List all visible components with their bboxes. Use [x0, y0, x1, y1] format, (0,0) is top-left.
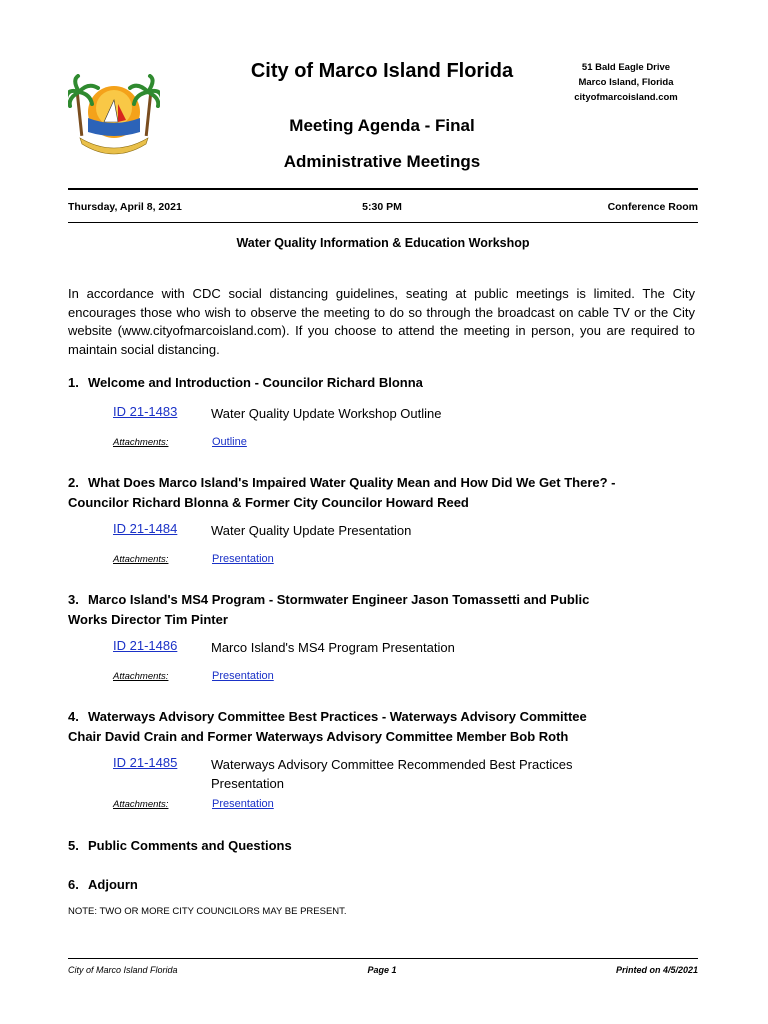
workshop-title: Water Quality Information & Education Workshop	[236, 236, 530, 250]
attachment-link[interactable]: Outline	[212, 436, 247, 448]
meeting-room: Conference Room	[607, 201, 698, 213]
attachment-link[interactable]: Presentation	[212, 798, 274, 810]
section-title: Public Comments and Questions	[88, 838, 292, 853]
file-id-link[interactable]: ID 21-1486	[113, 638, 178, 653]
address-street: 51 Bald Eagle Drive	[581, 62, 671, 73]
section-number: 4.	[68, 709, 79, 724]
attachment-link[interactable]: Presentation	[212, 553, 274, 565]
attachment-link[interactable]: Presentation	[212, 670, 274, 682]
header-divider	[68, 188, 698, 190]
section-title-line2: Councilor Richard Blonna & Former City Councilor Howard Reed	[68, 494, 469, 510]
agenda-subtitle: Administrative Meetings	[283, 152, 481, 171]
footer-city: City of Marco Island Florida	[68, 965, 178, 975]
councilor-note: NOTE: TWO OR MORE CITY COUNCILORS MAY BE PRESENT.	[68, 906, 347, 917]
section-title-line1: What Does Marco Island's Impaired Water Quality Mean and How Did We Get There? -	[88, 475, 616, 490]
section-number: 3.	[68, 592, 79, 607]
section-title: Adjourn	[88, 877, 138, 892]
section-title-line1: Marco Island's MS4 Program - Stormwater Engineer Jason Tomassetti and Public	[88, 592, 590, 607]
city-title: City of Marco Island Florida	[250, 60, 514, 82]
city-address	[560, 60, 692, 105]
section-number: 6.	[68, 877, 79, 892]
file-title-line2: Presentation	[211, 776, 284, 791]
agenda-section-4	[68, 707, 698, 746]
city-seal-palm-trees-icon	[68, 74, 160, 156]
section-title-line1: Waterways Advisory Committee Best Practices - Waterways Advisory Committee	[88, 709, 587, 724]
agenda-section-1	[68, 373, 698, 393]
section-title-line2: Chair David Crain and Former Waterways Advisory Committee Member Bob Roth	[68, 728, 569, 744]
attachments-label: Attachments:	[113, 799, 169, 810]
agenda-section-6	[68, 875, 698, 895]
intro-paragraph: In accordance with CDC social distancing guidelines, seating at public meetings is limited. The City encourages those who wish to observe the meeting to do so through the broadcast on cable TV or the City website (www.cityofmarcoisland.com). If you choose to attend the meeting in person, you are required to maintain social distancing.	[68, 286, 695, 357]
file-title	[211, 755, 631, 793]
file-title: Water Quality Update Presentation	[211, 523, 412, 538]
attachments-label: Attachments:	[113, 671, 169, 682]
file-id-link[interactable]: ID 21-1483	[113, 404, 178, 419]
section-title-line2: Works Director Tim Pinter	[68, 611, 228, 627]
file-title: Water Quality Update Workshop Outline	[211, 406, 442, 421]
meeting-date: Thursday, April 8, 2021	[68, 201, 182, 213]
section-title: Welcome and Introduction - Councilor Richard Blonna	[88, 375, 423, 390]
file-title: Marco Island's MS4 Program Presentation	[211, 640, 455, 655]
agenda-title: Meeting Agenda - Final	[289, 116, 475, 135]
city-seal-logo	[68, 74, 160, 156]
footer-printed-date: Printed on 4/5/2021	[615, 965, 698, 975]
meeting-time: 5:30 PM	[362, 201, 402, 213]
file-id-link[interactable]: ID 21-1484	[113, 521, 178, 536]
section-number: 2.	[68, 475, 79, 490]
agenda-section-3	[68, 590, 698, 629]
address-website: cityofmarcoisland.com	[574, 92, 678, 103]
footer-page-number: Page 1	[367, 965, 397, 975]
attachments-label: Attachments:	[113, 437, 169, 448]
section-number: 5.	[68, 838, 79, 853]
section-number: 1.	[68, 375, 79, 390]
file-id-link[interactable]: ID 21-1485	[113, 755, 178, 770]
meta-divider	[68, 222, 698, 223]
attachments-label: Attachments:	[113, 554, 169, 565]
agenda-section-5	[68, 836, 698, 856]
address-city: Marco Island, Florida	[578, 77, 674, 88]
agenda-section-2	[68, 473, 698, 512]
file-title-line1: Waterways Advisory Committee Recommended Best Practices	[211, 757, 573, 772]
footer-divider	[68, 958, 698, 959]
